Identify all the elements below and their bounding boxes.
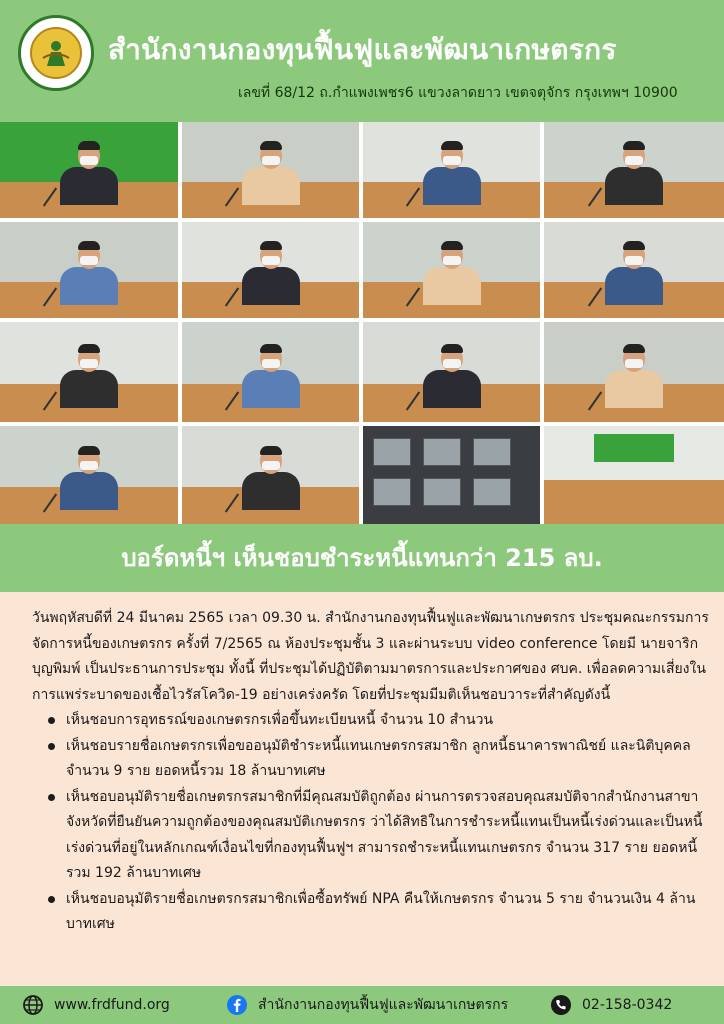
globe-icon [22,994,44,1016]
meeting-photo [182,322,359,422]
meeting-photo [544,322,724,422]
news-headline: บอร์ดหนี้ฯ เห็นชอบชำระหนี้แทนกว่า 215 ลบ. [121,544,603,572]
meeting-photo [0,426,178,524]
organization-seal-icon [18,15,94,91]
meeting-photo [182,426,359,524]
meeting-photo [363,222,540,318]
meeting-photo [182,122,359,218]
news-intro: วันพฤหัสบดีที่ 24 มีนาคม 2565 เวลา 09.30 น. สำนักงานกองทุนฟื้นฟูและพัฒนาเกษตรกร ประชุมคณะกรรมการจัดการหนี้ของเกษตรกร ครั้งที่ 7/2565 ณ ห้องประชุมชั้น 3 และผ่านระบบ video conference โดยมี นายจาริก บุญพิมพ์ เป็นประธานการประชุม ทั้งนี้ ที่ประชุมได้ปฏิบัติตามมาตรการและประกาศของ ศบค. เพื่อลดความเสี่ยงในการแพร่ระบาดของเชื้อไวรัสโควิด-19 อย่างเคร่งครัด โดยที่ประชุมมีมติเห็นชอบวาระที่สำคัญดังนี้ [32,610,709,703]
meeting-photo [363,426,540,524]
resolution-item: เห็นชอบการอุทธรณ์ของเกษตรกรเพื่อขึ้นทะเบียนหนี้ จำนวน 10 สำนวน [46,708,710,734]
header-banner [0,0,724,122]
resolution-item: เห็นชอบรายชื่อเกษตรกรเพื่อขออนุมัติชำระหนี้แทนเกษตรกรสมาชิก ลูกหนี้ธนาคารพาณิชย์ และนิติบุคคล จำนวน 9 ราย ยอดหนี้รวม 18 ล้านบาทเศษ [46,734,710,785]
meeting-photo [0,122,178,218]
meeting-photo-gallery [0,122,724,524]
footer-facebook[interactable] [226,986,508,1024]
resolution-item: เห็นชอบอนุมัติรายชื่อเกษตรกรสมาชิกเพื่อซื้อทรัพย์ NPA คืนให้เกษตรกร จำนวน 5 ราย จำนวนเงิน 4 ล้านบาทเศษ [46,887,710,938]
facebook-page-name[interactable]: สำนักงานกองทุนฟื้นฟูและพัฒนาเกษตรกร [258,997,509,1013]
footer-website[interactable] [22,986,170,1024]
news-body [32,606,710,938]
meeting-photo [363,122,540,218]
phone-number[interactable]: 02-158-0342 [582,997,673,1013]
meeting-photo [544,222,724,318]
footer-bar [0,986,724,1024]
meeting-photo [544,426,724,524]
phone-icon [550,994,572,1016]
facebook-icon [226,994,248,1016]
meeting-photo [544,122,724,218]
organization-address: เลขที่ 68/12 ถ.กำแพงเพชร6 แขวงลาดยาว เขตจตุจักร กรุงเทพฯ 10900 [238,85,678,101]
website-link[interactable]: www.frdfund.org [54,997,170,1013]
meeting-photo [363,322,540,422]
resolution-item: เห็นชอบอนุมัติรายชื่อเกษตรกรสมาชิกที่มีคุณสมบัติถูกต้อง ผ่านการตรวจสอบคุณสมบัติจากสำนักงานสาขาจังหวัดที่ยืนยันความถูกต้องของคุณสมบัติเกษตรกร ว่าได้สิทธิในการชำระหนี้แทนเป็นหนี้เร่งด่วนและเป็นหนี้เร่งด่วนที่อยู่ในหลักเกณฑ์เงื่อนไขที่กองทุนฟื้นฟูฯ สามารถชำระหนี้แทนเกษตรกร จำนวน 317 ราย ยอดหนี้รวม 192 ล้านบาทเศษ [46,785,710,887]
meeting-photo [182,222,359,318]
meeting-photo [0,322,178,422]
resolution-list [32,708,710,938]
meeting-photo [0,222,178,318]
organization-name: สำนักงานกองทุนฟื้นฟูและพัฒนาเกษตรกร [108,33,617,66]
footer-phone[interactable] [550,986,672,1024]
